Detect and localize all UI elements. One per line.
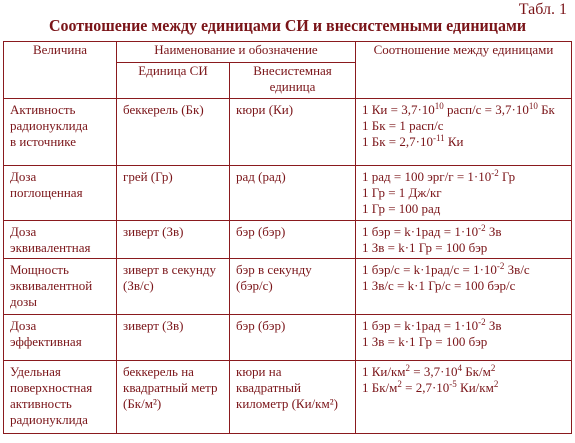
quantity-cell-line: Активность [10, 102, 76, 117]
quantity-cell-line: Доза [10, 224, 37, 239]
relation-text: 1 бэр/с = k·1рад/с = 1·10 [362, 262, 497, 277]
relation-exponent: 2 [397, 379, 402, 389]
nonsystem-unit-cell-line: квадратный [236, 380, 301, 395]
si-unit-cell-line: зиверт (Зв) [123, 224, 184, 239]
nonsystem-unit-cell [230, 259, 356, 315]
relation-line [362, 169, 565, 185]
relation-line [362, 201, 565, 217]
si-unit-cell-line: (Бк/м²) [123, 396, 162, 411]
quantity-cell-line: эквивалентной [10, 278, 93, 293]
nonsystem-unit-cell-line: километр (Ки/км²) [236, 396, 338, 411]
relation-exponent: -2 [496, 261, 505, 271]
relation-exponent: 10 [528, 101, 538, 111]
quantity-cell [4, 99, 117, 166]
si-unit-cell [117, 99, 230, 166]
nonsystem-unit-cell [230, 166, 356, 221]
table-row [4, 99, 572, 166]
relation-text: 1 Бк/м [362, 380, 398, 395]
relation-exponent: -11 [432, 133, 445, 143]
relation-text: 1 Ки = 3,7·10 [362, 102, 435, 117]
relation-cell [356, 361, 572, 434]
relation-cell [356, 259, 572, 315]
relation-exponent: 2 [490, 363, 496, 373]
relation-text: 1 бэр = k·1рад = 1·10 [362, 224, 479, 239]
relation-text: 1 рад = 100 эрг/г = 1·10 [362, 169, 492, 184]
quantity-cell-line: дозы [10, 294, 37, 309]
relation-line [362, 380, 565, 396]
si-unit-cell [117, 221, 230, 259]
quantity-cell-line: активность [10, 396, 72, 411]
quantity-cell-line: Доза [10, 169, 37, 184]
quantity-cell [4, 166, 117, 221]
nonsystem-unit-cell-line: бэр в секунду [236, 262, 312, 277]
si-unit-cell-line: квадратный метр [123, 380, 218, 395]
table-row [4, 361, 572, 434]
quantity-cell-line: поглощенная [10, 185, 83, 200]
table-title: Соотношение между единицами СИ и внесистемными единицами [48, 16, 527, 35]
quantity-cell-line: поверхностная [10, 380, 93, 395]
relation-text: 1 Гр = 1 Дж/кг [362, 185, 442, 200]
nonsystem-unit-cell-line: рад (рад) [236, 169, 286, 184]
relation-text: 1 Бк = 1 расп/с [362, 118, 444, 133]
table-row [4, 166, 572, 221]
relation-text: 1 Гр = 100 рад [362, 201, 441, 216]
si-unit-cell-line: грей (Гр) [123, 169, 173, 184]
nonsystem-unit-cell-line: (бэр/с) [236, 278, 273, 293]
relation-line [362, 134, 565, 150]
relation-text: 1 Зв = k·1 Гр = 100 бэр [362, 334, 488, 349]
header-nonsystem-line1: Внесистемная [253, 63, 332, 78]
si-unit-cell [117, 315, 230, 361]
relation-text: = 3,7·10 [410, 364, 458, 379]
nonsystem-unit-cell [230, 221, 356, 259]
relation-exponent: 4 [457, 363, 462, 373]
relation-cell [356, 99, 572, 166]
relation-cell [356, 166, 572, 221]
relation-text: расп/с = 3,7·10 [443, 102, 529, 117]
relation-text: 1 Ки/км [362, 364, 406, 379]
quantity-cell-line: Мощность [10, 262, 69, 277]
nonsystem-unit-cell [230, 99, 356, 166]
nonsystem-unit-cell [230, 315, 356, 361]
table-row [4, 221, 572, 259]
relation-line [362, 364, 565, 380]
si-unit-cell-line: беккерель (Бк) [123, 102, 204, 117]
relation-text: Бк/м [461, 364, 491, 379]
relation-text: Гр [498, 169, 516, 184]
table-row [4, 315, 572, 361]
nonsystem-unit-cell-line: кюри на [236, 364, 282, 379]
relation-cell [356, 221, 572, 259]
relation-line [362, 185, 565, 201]
relation-line [362, 102, 565, 118]
relation-exponent: -5 [449, 379, 457, 389]
quantity-cell [4, 361, 117, 434]
quantity-cell-line: в источнике [10, 134, 77, 149]
relation-text: Зв [485, 224, 502, 239]
quantity-cell [4, 315, 117, 361]
quantity-cell-line: Доза [10, 318, 37, 333]
table-row [4, 259, 572, 315]
relation-text: Бк [537, 102, 555, 117]
header-nonsystem-unit [230, 63, 356, 99]
units-table [3, 41, 572, 434]
quantity-cell-line: радионуклида [10, 118, 88, 133]
relation-text: = 2,7·10 [401, 380, 450, 395]
quantity-cell [4, 221, 117, 259]
si-unit-cell-line: зиверт (Зв) [123, 318, 184, 333]
quantity-cell-line: радионуклида [10, 412, 88, 427]
relation-line [362, 334, 565, 350]
relation-exponent: 10 [434, 101, 444, 111]
relation-line [362, 318, 565, 334]
relation-text: 1 бэр = k·1рад = 1·10 [362, 318, 479, 333]
header-name-group: Наименование и обозначение [117, 42, 356, 63]
table-body [4, 99, 572, 434]
header-si-unit: Единица СИ [117, 63, 230, 99]
nonsystem-unit-cell-line: кюри (Ки) [236, 102, 294, 117]
relation-exponent: -2 [478, 223, 486, 233]
relation-text: Ки [444, 134, 464, 149]
quantity-cell-line: эквивалентная [10, 240, 91, 255]
table-caption: Табл. 1 [518, 1, 567, 18]
nonsystem-unit-cell [230, 361, 356, 434]
relation-cell [356, 315, 572, 361]
relation-line [362, 278, 565, 294]
relation-exponent: 2 [493, 379, 499, 389]
relation-text: 1 Зв/с = k·1 Гр/с = 100 бэр/с [362, 278, 516, 293]
relation-exponent: -2 [491, 168, 499, 178]
relation-line [362, 224, 565, 240]
relation-exponent: 2 [405, 363, 411, 373]
relation-text: Ки/км [456, 380, 494, 395]
si-unit-cell-line: (Зв/с) [123, 278, 154, 293]
quantity-cell-line: Удельная [10, 364, 61, 379]
relation-text: Зв [485, 318, 502, 333]
relation-text: Зв/с [504, 262, 530, 277]
relation-exponent: -2 [478, 317, 486, 327]
si-unit-cell [117, 361, 230, 434]
relation-text: 1 Зв = k·1 Гр = 100 бэр [362, 240, 488, 255]
relation-line [362, 118, 565, 134]
relation-line [362, 262, 565, 278]
relation-line [362, 240, 565, 256]
header-quantity: Величина [4, 42, 117, 99]
si-unit-cell-line: беккерель на [123, 364, 194, 379]
si-unit-cell-line: зиверт в секунду [123, 262, 216, 277]
quantity-cell-line: эффективная [10, 334, 82, 349]
quantity-cell [4, 259, 117, 315]
header-relation: Соотношение между единицами [356, 42, 572, 99]
relation-text: 1 Бк = 2,7·10 [362, 134, 433, 149]
header-nonsystem-line2: единица [269, 79, 316, 94]
si-unit-cell [117, 259, 230, 315]
si-unit-cell [117, 166, 230, 221]
nonsystem-unit-cell-line: бэр (бэр) [236, 224, 286, 239]
nonsystem-unit-cell-line: бэр (бэр) [236, 318, 286, 333]
